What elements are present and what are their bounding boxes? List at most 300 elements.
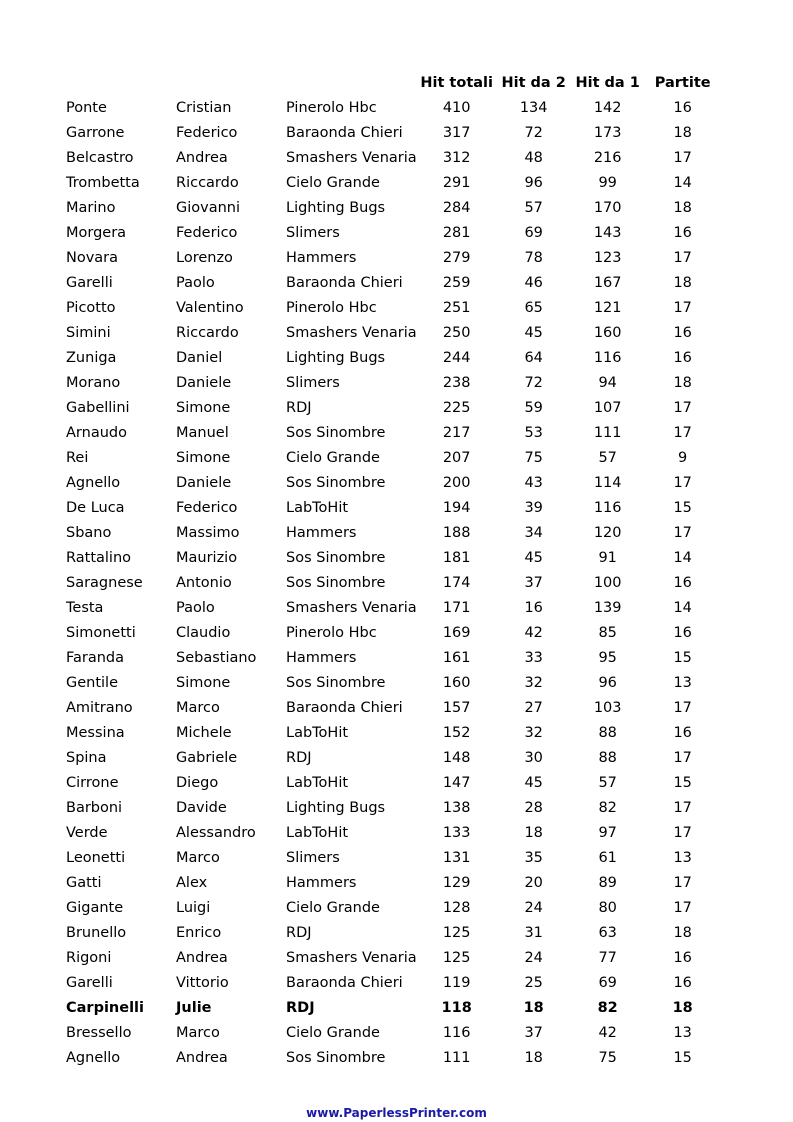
cell-cognome: Testa — [66, 599, 104, 616]
cell-hit-da-2: 32 — [524, 674, 543, 691]
cell-hit-totali: 118 — [441, 999, 472, 1016]
cell-squadra: Pinerolo Hbc — [286, 299, 377, 316]
cell-hit-da-1: 142 — [593, 99, 622, 116]
cell-hit-da-2: 34 — [524, 524, 543, 541]
cell-hit-totali: 169 — [442, 624, 471, 641]
cell-cognome: Gentile — [66, 674, 119, 691]
table-row — [60, 645, 721, 670]
cell-squadra: Pinerolo Hbc — [286, 99, 377, 116]
cell-hit-da-1: 103 — [593, 699, 622, 716]
cell-squadra: Hammers — [286, 249, 357, 266]
cell-squadra: Slimers — [286, 374, 340, 391]
cell-partite: 17 — [673, 749, 692, 766]
cell-nome: Simone — [176, 674, 231, 691]
cell-squadra: LabToHit — [286, 724, 349, 741]
cell-hit-da-2: 43 — [524, 474, 543, 491]
cell-hit-totali: 225 — [442, 399, 471, 416]
cell-hit-da-2: 35 — [524, 849, 543, 866]
cell-nome: Andrea — [176, 1049, 228, 1066]
cell-nome: Gabriele — [176, 749, 238, 766]
cell-nome: Federico — [176, 124, 238, 141]
cell-hit-totali: 152 — [442, 724, 471, 741]
cell-squadra: Baraonda Chieri — [286, 124, 403, 141]
cell-cognome: Cirrone — [66, 774, 119, 791]
cell-nome: Davide — [176, 799, 227, 816]
cell-hit-da-2: 25 — [524, 974, 543, 991]
cell-squadra: Smashers Venaria — [286, 324, 417, 341]
cell-cognome: Carpinelli — [66, 999, 144, 1016]
cell-nome: Paolo — [176, 274, 215, 291]
cell-hit-totali: 125 — [442, 924, 471, 941]
cell-hit-totali: 259 — [442, 274, 471, 291]
table-row — [60, 970, 721, 995]
cell-cognome: Bressello — [66, 1024, 132, 1041]
cell-cognome: Garrone — [66, 124, 125, 141]
cell-hit-totali: 174 — [442, 574, 471, 591]
cell-hit-da-1: 96 — [598, 674, 617, 691]
cell-hit-da-2: 72 — [524, 374, 543, 391]
cell-nome: Enrico — [176, 924, 222, 941]
header-nome — [176, 70, 286, 95]
cell-hit-totali: 238 — [442, 374, 471, 391]
cell-partite: 16 — [673, 324, 692, 341]
cell-cognome: Zuniga — [66, 349, 117, 366]
cell-hit-da-1: 69 — [598, 974, 617, 991]
cell-hit-totali: 410 — [442, 99, 471, 116]
table-row — [60, 370, 721, 395]
cell-hit-da-2: 37 — [524, 1024, 543, 1041]
cell-partite: 18 — [673, 274, 692, 291]
cell-hit-da-1: 88 — [598, 724, 617, 741]
cell-hit-da-2: 16 — [524, 599, 543, 616]
cell-hit-totali: 125 — [442, 949, 471, 966]
table-row — [60, 245, 721, 270]
table-row — [60, 995, 721, 1020]
header-hit-da-1: Hit da 1 — [575, 74, 640, 91]
cell-cognome: Novara — [66, 249, 119, 266]
cell-hit-totali: 281 — [442, 224, 471, 241]
cell-partite: 17 — [673, 424, 692, 441]
cell-squadra: Hammers — [286, 649, 357, 666]
cell-cognome: De Luca — [66, 499, 125, 516]
cell-hit-da-2: 30 — [524, 749, 543, 766]
footer-link[interactable]: www.PaperlessPrinter.com — [306, 1106, 487, 1120]
cell-nome: Maurizio — [176, 549, 238, 566]
cell-hit-totali: 251 — [442, 299, 471, 316]
cell-hit-da-1: 42 — [598, 1024, 617, 1041]
cell-squadra: Sos Sinombre — [286, 674, 386, 691]
cell-hit-da-2: 64 — [524, 349, 543, 366]
table-row — [60, 945, 721, 970]
cell-partite: 16 — [673, 349, 692, 366]
cell-hit-da-1: 80 — [598, 899, 617, 916]
cell-hit-totali: 160 — [442, 674, 471, 691]
cell-squadra: RDJ — [286, 924, 312, 941]
cell-partite: 17 — [673, 874, 692, 891]
cell-cognome: Gabellini — [66, 399, 130, 416]
cell-cognome: Simonetti — [66, 624, 136, 641]
table-row — [60, 520, 721, 545]
cell-cognome: Garelli — [66, 274, 113, 291]
cell-cognome: Simini — [66, 324, 111, 341]
cell-squadra: Cielo Grande — [286, 1024, 380, 1041]
cell-nome: Riccardo — [176, 174, 239, 191]
header-partite: Partite — [654, 74, 711, 91]
cell-nome: Andrea — [176, 949, 228, 966]
cell-hit-da-1: 61 — [598, 849, 617, 866]
cell-nome: Claudio — [176, 624, 231, 641]
table-row — [60, 345, 721, 370]
table-row — [60, 670, 721, 695]
hits-table — [60, 70, 721, 1070]
cell-cognome: Faranda — [66, 649, 125, 666]
cell-hit-da-1: 63 — [598, 924, 617, 941]
cell-partite: 17 — [673, 524, 692, 541]
cell-hit-totali: 188 — [442, 524, 471, 541]
cell-partite: 13 — [673, 849, 692, 866]
header-cognome — [60, 70, 176, 95]
cell-hit-totali: 171 — [442, 599, 471, 616]
cell-hit-totali: 138 — [442, 799, 471, 816]
cell-hit-da-1: 167 — [593, 274, 622, 291]
cell-hit-da-1: 121 — [593, 299, 622, 316]
cell-hit-da-1: 77 — [598, 949, 617, 966]
cell-hit-da-1: 116 — [593, 499, 622, 516]
table-body — [60, 95, 721, 1070]
cell-nome: Lorenzo — [176, 249, 233, 266]
cell-hit-da-2: 45 — [524, 324, 543, 341]
cell-hit-totali: 217 — [442, 424, 471, 441]
cell-hit-totali: 119 — [442, 974, 471, 991]
cell-hit-totali: 157 — [442, 699, 471, 716]
cell-hit-da-2: 57 — [524, 199, 543, 216]
cell-partite: 18 — [673, 924, 692, 941]
cell-hit-da-1: 89 — [598, 874, 617, 891]
cell-cognome: Rei — [66, 449, 89, 466]
cell-nome: Valentino — [176, 299, 244, 316]
cell-hit-da-1: 143 — [593, 224, 622, 241]
cell-nome: Andrea — [176, 149, 228, 166]
cell-hit-da-2: 18 — [524, 824, 543, 841]
cell-nome: Daniele — [176, 474, 232, 491]
cell-hit-da-2: 45 — [524, 774, 543, 791]
table-row — [60, 870, 721, 895]
cell-partite: 17 — [673, 899, 692, 916]
cell-hit-totali: 116 — [442, 1024, 471, 1041]
cell-hit-da-2: 33 — [524, 649, 543, 666]
cell-hit-da-2: 59 — [524, 399, 543, 416]
cell-nome: Paolo — [176, 599, 215, 616]
cell-hit-totali: 161 — [442, 649, 471, 666]
cell-hit-da-2: 53 — [524, 424, 543, 441]
cell-squadra: Hammers — [286, 874, 357, 891]
cell-hit-da-2: 45 — [524, 549, 543, 566]
cell-hit-totali: 317 — [442, 124, 471, 141]
cell-partite: 17 — [673, 699, 692, 716]
cell-partite: 17 — [673, 474, 692, 491]
table-row — [60, 745, 721, 770]
cell-partite: 9 — [678, 449, 688, 466]
cell-nome: Simone — [176, 399, 231, 416]
cell-hit-totali: 111 — [442, 1049, 471, 1066]
cell-nome: Marco — [176, 1024, 220, 1041]
table-row — [60, 195, 721, 220]
cell-hit-da-2: 42 — [524, 624, 543, 641]
cell-hit-da-2: 72 — [524, 124, 543, 141]
table-row — [60, 1020, 721, 1045]
cell-squadra: Smashers Venaria — [286, 949, 417, 966]
table-row — [60, 620, 721, 645]
table-row — [60, 820, 721, 845]
cell-partite: 17 — [673, 799, 692, 816]
cell-squadra: Sos Sinombre — [286, 549, 386, 566]
cell-cognome: Morano — [66, 374, 121, 391]
cell-hit-totali: 244 — [442, 349, 471, 366]
cell-nome: Federico — [176, 499, 238, 516]
cell-hit-da-1: 57 — [598, 774, 617, 791]
cell-hit-da-1: 57 — [598, 449, 617, 466]
cell-hit-da-1: 114 — [593, 474, 622, 491]
cell-hit-da-1: 91 — [598, 549, 617, 566]
cell-hit-da-1: 139 — [593, 599, 622, 616]
table-row — [60, 445, 721, 470]
cell-partite: 13 — [673, 1024, 692, 1041]
cell-cognome: Picotto — [66, 299, 116, 316]
cell-squadra: Cielo Grande — [286, 899, 380, 916]
cell-nome: Manuel — [176, 424, 229, 441]
cell-hit-da-1: 94 — [598, 374, 617, 391]
table-row — [60, 470, 721, 495]
cell-hit-da-2: 46 — [524, 274, 543, 291]
cell-partite: 16 — [673, 624, 692, 641]
cell-hit-da-2: 65 — [524, 299, 543, 316]
cell-nome: Daniel — [176, 349, 223, 366]
cell-hit-da-2: 96 — [524, 174, 543, 191]
cell-hit-da-2: 24 — [524, 899, 543, 916]
cell-cognome: Saragnese — [66, 574, 143, 591]
cell-nome: Vittorio — [176, 974, 229, 991]
cell-cognome: Agnello — [66, 1049, 121, 1066]
cell-hit-da-1: 173 — [593, 124, 622, 141]
cell-cognome: Verde — [66, 824, 108, 841]
table-header-row — [60, 70, 721, 95]
cell-hit-da-2: 134 — [519, 99, 548, 116]
cell-hit-totali: 133 — [442, 824, 471, 841]
cell-hit-da-1: 99 — [598, 174, 617, 191]
cell-nome: Michele — [176, 724, 232, 741]
cell-cognome: Marino — [66, 199, 116, 216]
table-row — [60, 770, 721, 795]
cell-hit-da-1: 160 — [593, 324, 622, 341]
cell-hit-totali: 131 — [442, 849, 471, 866]
cell-nome: Marco — [176, 849, 220, 866]
cell-hit-da-2: 31 — [524, 924, 543, 941]
cell-squadra: Smashers Venaria — [286, 149, 417, 166]
cell-partite: 17 — [673, 399, 692, 416]
cell-cognome: Leonetti — [66, 849, 126, 866]
cell-hit-da-2: 20 — [524, 874, 543, 891]
cell-hit-da-2: 78 — [524, 249, 543, 266]
table-row — [60, 495, 721, 520]
table-row — [60, 420, 721, 445]
cell-cognome: Garelli — [66, 974, 113, 991]
cell-hit-da-1: 116 — [593, 349, 622, 366]
cell-partite: 14 — [673, 599, 692, 616]
cell-partite: 15 — [673, 649, 692, 666]
cell-hit-totali: 284 — [442, 199, 471, 216]
cell-nome: Massimo — [176, 524, 240, 541]
cell-partite: 17 — [673, 299, 692, 316]
cell-hit-da-2: 18 — [524, 1049, 543, 1066]
header-hit-totali: Hit totali — [420, 74, 493, 91]
cell-nome: Antonio — [176, 574, 232, 591]
cell-hit-da-2: 24 — [524, 949, 543, 966]
cell-partite: 16 — [673, 99, 692, 116]
cell-hit-da-2: 28 — [524, 799, 543, 816]
cell-squadra: Lighting Bugs — [286, 199, 386, 216]
cell-cognome: Belcastro — [66, 149, 134, 166]
cell-squadra: Cielo Grande — [286, 174, 380, 191]
cell-partite: 17 — [673, 249, 692, 266]
table-row — [60, 95, 721, 120]
cell-nome: Marco — [176, 699, 220, 716]
cell-squadra: Hammers — [286, 524, 357, 541]
cell-squadra: Baraonda Chieri — [286, 274, 403, 291]
cell-nome: Giovanni — [176, 199, 241, 216]
cell-partite: 16 — [673, 974, 692, 991]
cell-squadra: LabToHit — [286, 774, 349, 791]
table-row — [60, 1045, 721, 1070]
cell-nome: Federico — [176, 224, 238, 241]
cell-cognome: Rattalino — [66, 549, 132, 566]
cell-squadra: Sos Sinombre — [286, 1049, 386, 1066]
cell-hit-da-1: 82 — [598, 799, 617, 816]
cell-cognome: Trombetta — [66, 174, 140, 191]
cell-hit-totali: 291 — [442, 174, 471, 191]
cell-squadra: Sos Sinombre — [286, 424, 386, 441]
table-row — [60, 220, 721, 245]
cell-hit-totali: 194 — [442, 499, 471, 516]
cell-nome: Daniele — [176, 374, 232, 391]
cell-partite: 16 — [673, 949, 692, 966]
cell-hit-da-1: 75 — [598, 1049, 617, 1066]
cell-nome: Sebastiano — [176, 649, 257, 666]
header-squadra — [286, 70, 417, 95]
cell-hit-da-2: 75 — [524, 449, 543, 466]
table-row — [60, 695, 721, 720]
cell-cognome: Gigante — [66, 899, 124, 916]
cell-squadra: Lighting Bugs — [286, 349, 386, 366]
cell-hit-da-2: 32 — [524, 724, 543, 741]
cell-hit-totali: 312 — [442, 149, 471, 166]
cell-cognome: Agnello — [66, 474, 121, 491]
cell-hit-totali: 200 — [442, 474, 471, 491]
cell-partite: 18 — [673, 199, 692, 216]
cell-partite: 17 — [673, 149, 692, 166]
cell-nome: Diego — [176, 774, 219, 791]
cell-hit-da-1: 82 — [597, 999, 618, 1016]
cell-partite: 18 — [672, 999, 693, 1016]
cell-hit-da-1: 120 — [593, 524, 622, 541]
cell-squadra: Slimers — [286, 224, 340, 241]
cell-partite: 15 — [673, 1049, 692, 1066]
cell-nome: Cristian — [176, 99, 232, 116]
cell-partite: 16 — [673, 224, 692, 241]
table-row — [60, 320, 721, 345]
cell-squadra: Baraonda Chieri — [286, 974, 403, 991]
cell-partite: 18 — [673, 374, 692, 391]
cell-squadra: RDJ — [286, 999, 315, 1016]
cell-hit-da-1: 170 — [593, 199, 622, 216]
cell-partite: 16 — [673, 574, 692, 591]
cell-hit-totali: 148 — [442, 749, 471, 766]
cell-cognome: Morgera — [66, 224, 127, 241]
table-row — [60, 720, 721, 745]
cell-partite: 13 — [673, 674, 692, 691]
table-row — [60, 570, 721, 595]
cell-cognome: Gatti — [66, 874, 102, 891]
cell-squadra: Sos Sinombre — [286, 474, 386, 491]
table-row — [60, 170, 721, 195]
table-row — [60, 545, 721, 570]
table-row — [60, 595, 721, 620]
cell-hit-da-1: 88 — [598, 749, 617, 766]
table-row — [60, 895, 721, 920]
cell-hit-da-2: 37 — [524, 574, 543, 591]
cell-nome: Julie — [176, 999, 212, 1016]
cell-partite: 17 — [673, 824, 692, 841]
cell-squadra: Pinerolo Hbc — [286, 624, 377, 641]
cell-squadra: LabToHit — [286, 824, 349, 841]
table-row — [60, 270, 721, 295]
cell-partite: 14 — [673, 174, 692, 191]
cell-cognome: Arnaudo — [66, 424, 127, 441]
cell-squadra: RDJ — [286, 399, 312, 416]
cell-partite: 14 — [673, 549, 692, 566]
cell-partite: 16 — [673, 724, 692, 741]
cell-hit-da-2: 27 — [524, 699, 543, 716]
cell-cognome: Ponte — [66, 99, 107, 116]
cell-cognome: Messina — [66, 724, 125, 741]
cell-nome: Simone — [176, 449, 231, 466]
table-row — [60, 145, 721, 170]
cell-squadra: Cielo Grande — [286, 449, 380, 466]
cell-hit-da-2: 39 — [524, 499, 543, 516]
cell-squadra: Sos Sinombre — [286, 574, 386, 591]
table-row — [60, 845, 721, 870]
cell-hit-da-1: 216 — [593, 149, 622, 166]
cell-squadra: Lighting Bugs — [286, 799, 386, 816]
cell-cognome: Amitrano — [66, 699, 133, 716]
cell-hit-da-1: 123 — [593, 249, 622, 266]
cell-cognome: Spina — [66, 749, 107, 766]
cell-partite: 15 — [673, 774, 692, 791]
cell-nome: Alessandro — [176, 824, 256, 841]
table-row — [60, 120, 721, 145]
header-hit-da-2: Hit da 2 — [501, 74, 566, 91]
cell-hit-da-1: 95 — [598, 649, 617, 666]
cell-hit-da-1: 100 — [593, 574, 622, 591]
cell-nome: Luigi — [176, 899, 211, 916]
cell-hit-totali: 147 — [442, 774, 471, 791]
cell-cognome: Sbano — [66, 524, 112, 541]
cell-squadra: RDJ — [286, 749, 312, 766]
cell-hit-da-1: 107 — [593, 399, 622, 416]
cell-cognome: Rigoni — [66, 949, 112, 966]
table-row — [60, 795, 721, 820]
cell-nome: Alex — [176, 874, 208, 891]
cell-squadra: LabToHit — [286, 499, 349, 516]
